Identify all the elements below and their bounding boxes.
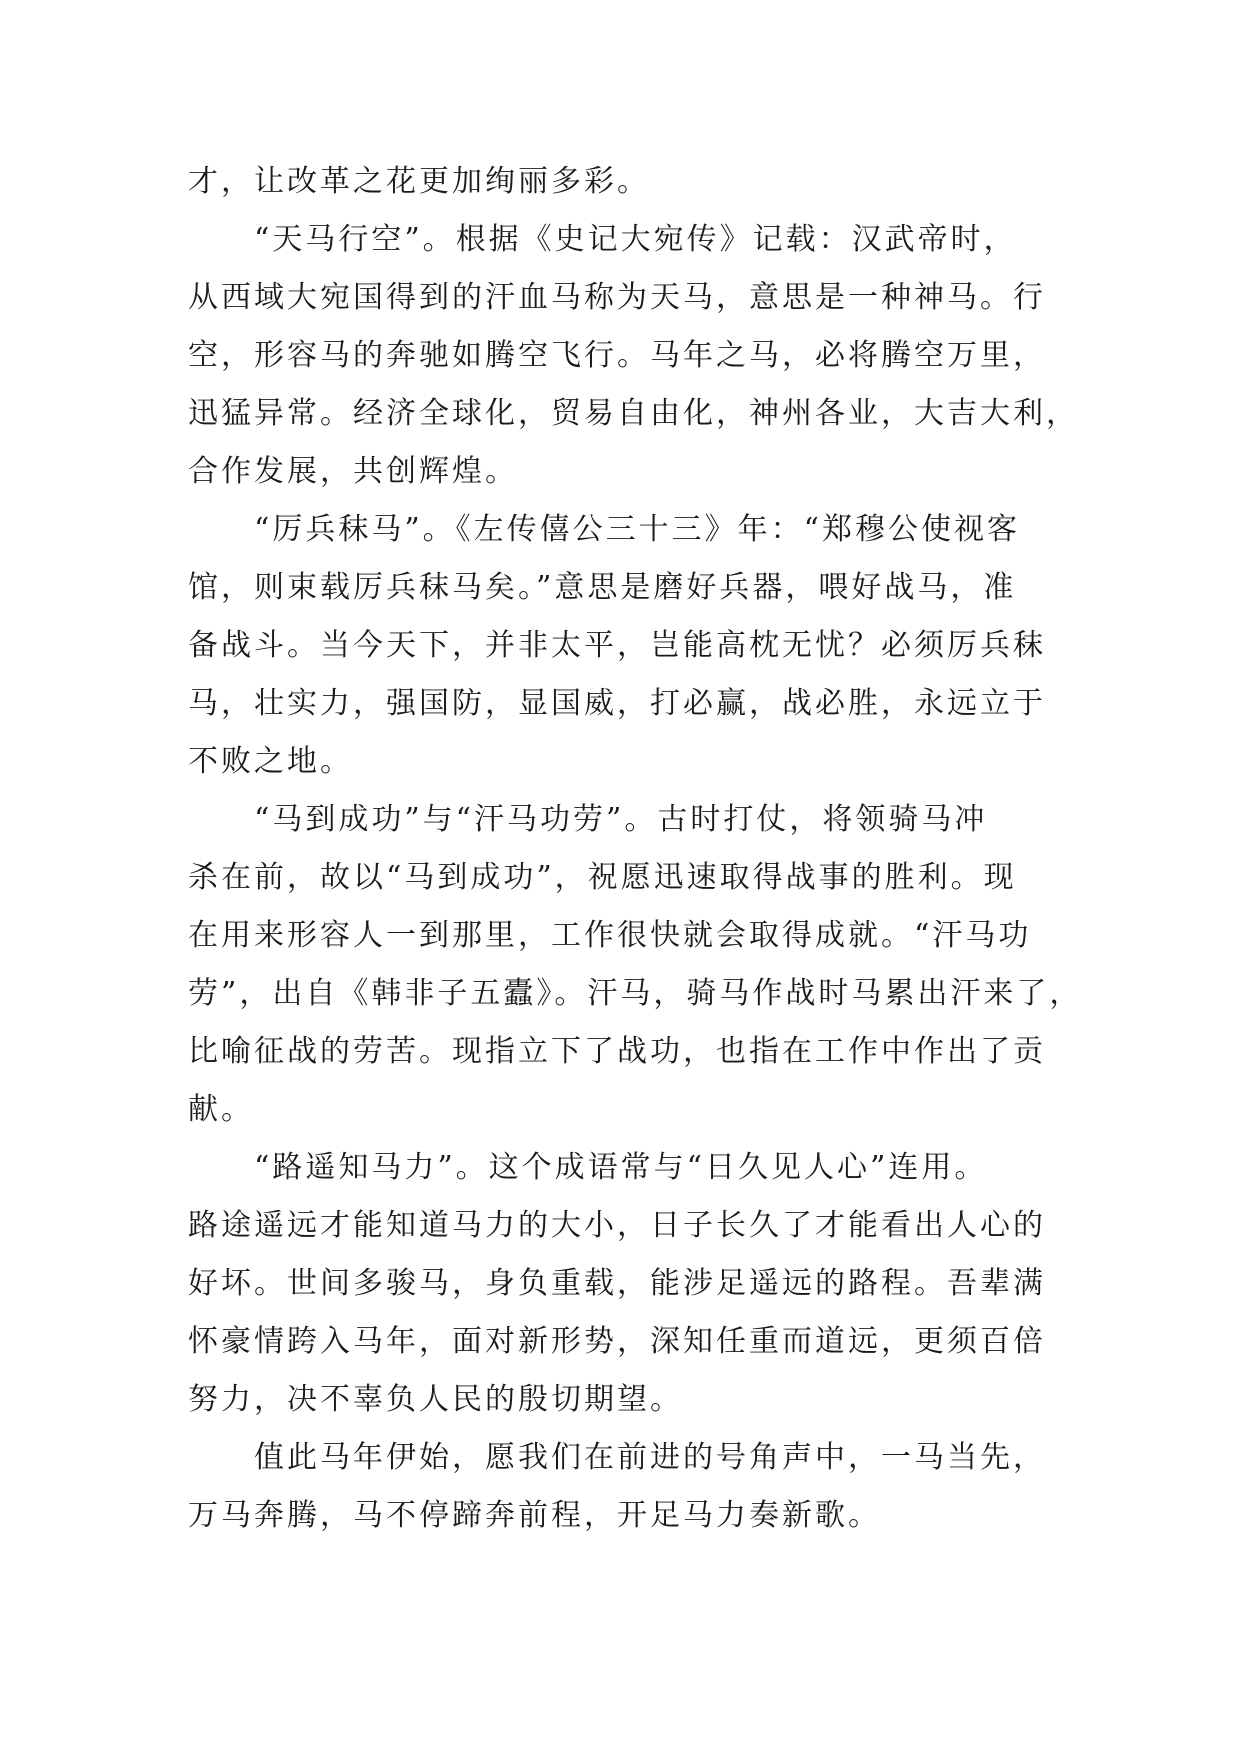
text-line: 不败之地。 — [188, 744, 353, 779]
text-line: 才，让改革之花更加绚丽多彩。 — [188, 164, 650, 199]
text-line: 值此马年伊始，愿我们在前进的号角声中，一马当先， — [188, 1440, 1046, 1475]
text-line: 空，形容马的奔驰如腾空飞行。马年之马，必将腾空万里， — [188, 338, 1046, 373]
text-line: 好坏。世间多骏马，身负重载，能涉足遥远的路程。吾辈满 — [188, 1266, 1046, 1301]
text-line: 迅猛异常。经济全球化，贸易自由化，神州各业，大吉大利， — [188, 396, 1079, 431]
text-line: 努力，决不辜负人民的殷切期望。 — [188, 1382, 683, 1417]
text-line: “天马行空”。根据《史记大宛传》记载：汉武帝时， — [188, 222, 1017, 257]
text-line: 马，壮实力，强国防，显国威，打必赢，战必胜，永远立于 — [188, 686, 1046, 721]
text-line: 献。 — [188, 1092, 254, 1127]
text-line: 劳”，出自《韩非子五蠹》。汗马，骑马作战时马累出汗来了， — [188, 976, 1083, 1011]
text-line: 比喻征战的劳苦。现指立下了战功，也指在工作中作出了贡 — [188, 1034, 1046, 1069]
text-line: 从西域大宛国得到的汗血马称为天马，意思是一种神马。行 — [188, 280, 1046, 315]
text-line: 备战斗。当今天下，并非太平，岂能高枕无忧？必须厉兵秣 — [188, 628, 1046, 663]
text-line: 万马奔腾，马不停蹄奔前程，开足马力奏新歌。 — [188, 1498, 881, 1533]
text-line: 怀豪情跨入马年，面对新形势，深知任重而道远，更须百倍 — [188, 1324, 1046, 1359]
document-body — [188, 153, 1083, 1545]
text-line: “厉兵秣马”。《左传僖公三十三》年：“郑穆公使视客 — [188, 512, 1021, 547]
text-line: 路途遥远才能知道马力的大小，日子长久了才能看出人心的 — [188, 1208, 1046, 1243]
text-line: 合作发展，共创辉煌。 — [188, 454, 518, 489]
text-line: 杀在前，故以“马到成功”，祝愿迅速取得战事的胜利。现 — [188, 860, 1017, 895]
text-line: “马到成功”与“汗马功劳”。古时打仗，将领骑马冲 — [188, 802, 988, 837]
text-line: 在用来形容人一到那里，工作很快就会取得成就。“汗马功 — [188, 918, 1032, 953]
text-line: “路遥知马力”。这个成语常与“日久见人心”连用。 — [188, 1150, 988, 1185]
text-line: 馆，则束载厉兵秣马矣。”意思是磨好兵器，喂好战马，准 — [188, 570, 1017, 605]
